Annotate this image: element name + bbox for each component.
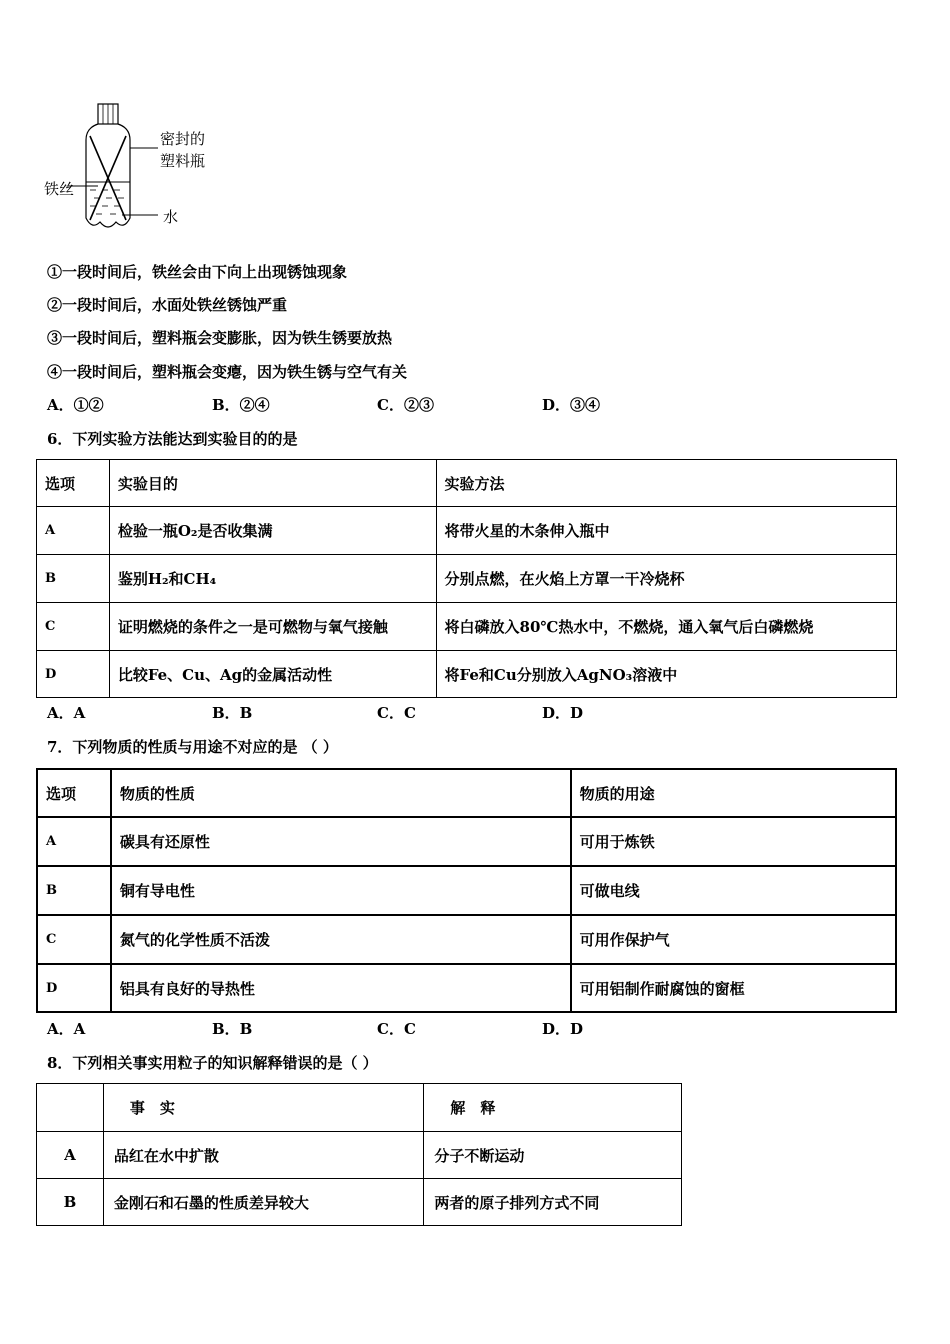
q7-row-use: 可用铝制作耐腐蚀的窗框 (571, 964, 896, 1012)
table-row (37, 555, 897, 603)
bottle-label-line2: 塑料瓶 (160, 152, 206, 170)
q6-row-method: 将带火星的木条伸入瓶中 (436, 507, 896, 555)
q7-option-c[interactable]: C．C (377, 1020, 416, 1038)
q7-row-property: 铝具有良好的导热性 (111, 964, 571, 1012)
q7-header-row (37, 769, 896, 817)
table-row (37, 817, 896, 866)
q7-header-property: 物质的性质 (111, 769, 571, 817)
q6-option-c[interactable]: C．C (377, 704, 416, 722)
q7-row-key: D (37, 964, 111, 1012)
table-row (37, 507, 897, 555)
q8-row-key: A (37, 1132, 104, 1179)
q7-table (36, 768, 897, 1013)
wire-label: 铁丝 (44, 180, 75, 198)
q6-row-key: B (37, 555, 110, 603)
q5-option-b[interactable]: B．②④ (212, 396, 270, 414)
q8-table (36, 1083, 682, 1226)
water-label: 水 (163, 208, 179, 226)
q8-row-fact: 品红在水中扩散 (103, 1132, 424, 1179)
q7-option-a[interactable]: A．A (47, 1020, 86, 1038)
q6-header-key: 选项 (37, 460, 110, 507)
q8-stem: 8．下列相关事实用粒子的知识解释错误的是（ ） (47, 1054, 378, 1072)
q5-statement-4: ④一段时间后，塑料瓶会变瘪，因为铁生锈与空气有关 (47, 363, 408, 381)
q7-header-key: 选项 (37, 769, 111, 817)
q6-options (47, 702, 747, 722)
q7-row-key: B (37, 866, 111, 915)
q6-row-purpose: 检验一瓶O₂是否收集满 (109, 507, 436, 555)
q7-row-key: C (37, 915, 111, 964)
table-row (37, 915, 896, 964)
q6-option-a[interactable]: A．A (47, 704, 86, 722)
q8-row-fact: 金刚石和石墨的性质差异较大 (103, 1179, 424, 1226)
q6-table (36, 459, 897, 698)
table-row (37, 964, 896, 1012)
q6-row-purpose: 鉴别H₂和CH₄ (109, 555, 436, 603)
q5-option-c[interactable]: C．②③ (377, 396, 434, 414)
q7-row-use: 可用作保护气 (571, 915, 896, 964)
q8-header-row (37, 1084, 682, 1132)
q6-option-b[interactable]: B．B (212, 704, 253, 722)
q6-stem: 6．下列实验方法能达到实验目的的是 (47, 430, 298, 448)
q7-options (47, 1018, 747, 1038)
q6-row-method: 将白磷放入80℃热水中，不燃烧，通入氧气后白磷燃烧 (436, 603, 896, 651)
q7-row-key: A (37, 817, 111, 866)
q8-header-explanation: 解 释 (424, 1084, 682, 1132)
q7-stem: 7．下列物质的性质与用途不对应的是 （ ） (47, 738, 338, 756)
q5-options (47, 394, 747, 414)
q8-header-key (37, 1084, 104, 1132)
q5-statement-3: ③一段时间后，塑料瓶会变膨胀，因为铁生锈要放热 (47, 329, 393, 347)
q7-header-use: 物质的用途 (571, 769, 896, 817)
q5-option-a[interactable]: A．①② (47, 396, 104, 414)
q6-header-method: 实验方法 (436, 460, 896, 507)
q6-row-key: C (37, 603, 110, 651)
q6-row-purpose: 比较Fe、Cu、Ag的金属活动性 (109, 651, 436, 698)
q7-row-property: 铜有导电性 (111, 866, 571, 915)
q5-option-d[interactable]: D．③④ (542, 396, 601, 414)
q6-header-purpose: 实验目的 (109, 460, 436, 507)
q8-row-key: B (37, 1179, 104, 1226)
q8-row-explanation: 两者的原子排列方式不同 (424, 1179, 682, 1226)
table-row (37, 651, 897, 698)
q6-row-key: A (37, 507, 110, 555)
table-row (37, 1132, 682, 1179)
q5-statement-2: ②一段时间后，水面处铁丝锈蚀严重 (47, 296, 288, 314)
q6-option-d[interactable]: D．D (542, 704, 584, 722)
q7-row-property: 碳具有还原性 (111, 817, 571, 866)
q6-header-row (37, 460, 897, 507)
table-row (37, 603, 897, 651)
q6-row-key: D (37, 651, 110, 698)
q6-row-method: 将Fe和Cu分别放入AgNO₃溶液中 (436, 651, 896, 698)
bottle-label-line1: 密封的 (160, 130, 206, 148)
table-row (37, 866, 896, 915)
q7-option-d[interactable]: D．D (542, 1020, 584, 1038)
q5-statement-1: ①一段时间后，铁丝会由下向上出现锈蚀现象 (47, 263, 348, 281)
q6-row-method: 分别点燃，在火焰上方罩一干冷烧杯 (436, 555, 896, 603)
q7-row-use: 可做电线 (571, 866, 896, 915)
q7-option-b[interactable]: B．B (212, 1020, 253, 1038)
q8-header-fact: 事 实 (103, 1084, 424, 1132)
table-row (37, 1179, 682, 1226)
q8-row-explanation: 分子不断运动 (424, 1132, 682, 1179)
q6-row-purpose: 证明燃烧的条件之一是可燃物与氧气接触 (109, 603, 436, 651)
q7-row-property: 氮气的化学性质不活泼 (111, 915, 571, 964)
q7-row-use: 可用于炼铁 (571, 817, 896, 866)
